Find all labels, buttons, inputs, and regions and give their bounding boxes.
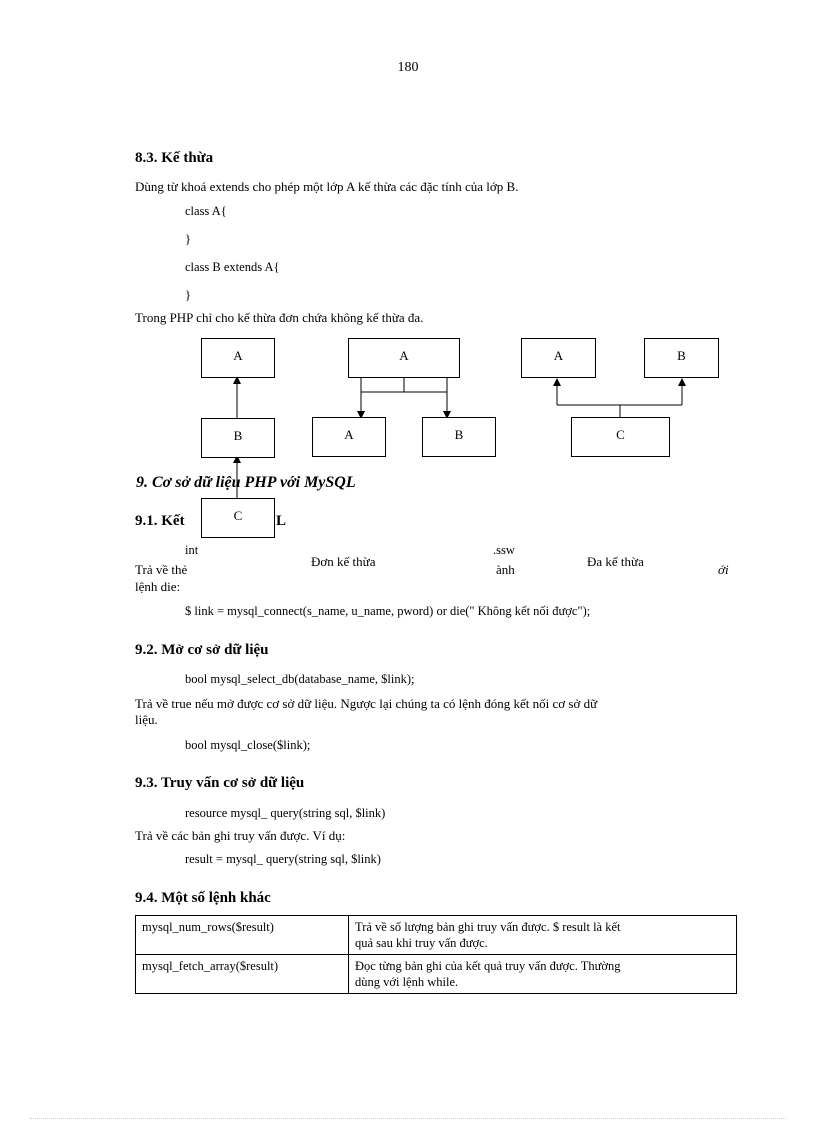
section-heading-9-1-start: 9.1. Kết (135, 513, 185, 529)
code-line: } (185, 232, 191, 246)
table-cell-command: mysql_fetch_array($result) (136, 955, 349, 994)
desc-line: Trả về số lượng bản ghi truy vấn được. $ result là kết (355, 920, 621, 934)
connect-code: $ link = mysql_connect(s_name, u_name, pword) or die(" Không kết nối được"); (185, 604, 591, 618)
select-db-code: bool mysql_select_db(database_name, $link); (185, 672, 415, 686)
php-inheritance-note: Trong PHP chỉ cho kế thừa đơn chứa không kế thừa đa. (135, 310, 424, 325)
table-cell-description (349, 955, 737, 994)
diagram-box-a: A (312, 417, 386, 457)
page-bottom-divider (30, 1118, 786, 1119)
code-line: class A{ (185, 204, 227, 218)
diagram-box-c: C (571, 417, 670, 457)
diagram-box-a: A (201, 338, 275, 378)
text-fragment: ành (496, 562, 515, 577)
table-cell-description (349, 916, 737, 955)
query-code: resource mysql_ query(string sql, $link) (185, 806, 386, 820)
desc-line: Đọc từng bản ghi của kết quả truy vấn được. Thường (355, 959, 621, 973)
table-row (136, 955, 737, 994)
query-desc: Trả về các bản ghi truy vấn được. Ví dụ: (135, 828, 346, 843)
select-db-desc-cont: liệu. (135, 712, 158, 727)
diagram-box-a: A (521, 338, 596, 378)
select-db-desc: Trả về true nếu mở được cơ sở dữ liệu. Ngược lại chúng ta có lệnh đóng kết nối cơ sở dữ (135, 696, 598, 711)
code-line: } (185, 288, 191, 302)
desc-line: dùng với lệnh while. (355, 975, 459, 989)
text-fragment: .ssw (493, 543, 515, 557)
inheritance-diagram (0, 0, 816, 560)
desc-line: quả sau khi truy vấn được. (355, 936, 488, 950)
caption-single-inheritance: Đơn kế thừa (311, 554, 376, 569)
section-heading-9-2: 9.2. Mở cơ sở dữ liệu (135, 642, 269, 658)
diagram-box-b: B (644, 338, 719, 378)
section-heading-9: 9. Cơ sở dữ liệu PHP với MySQL (136, 474, 356, 491)
text-fragment: Trả về thẻ (135, 562, 188, 577)
commands-table (135, 915, 737, 994)
diagram-box-a: A (348, 338, 460, 378)
table-row (136, 916, 737, 955)
caption-multiple-inheritance: Đa kế thừa (587, 554, 644, 569)
diagram-box-b: B (201, 418, 275, 458)
code-line: class B extends A{ (185, 260, 280, 274)
page-number: 180 (397, 60, 419, 75)
section-heading-9-1-end: L (276, 513, 287, 529)
text-fragment: int (185, 543, 199, 557)
close-code: bool mysql_close($link); (185, 738, 311, 752)
table-cell-command: mysql_num_rows($result) (136, 916, 349, 955)
section-heading-9-4: 9.4. Một số lệnh khác (135, 890, 271, 906)
die-line: lệnh die: (135, 579, 181, 594)
diagram-box-c: C (201, 498, 275, 538)
inheritance-intro: Dùng từ khoá extends cho phép một lớp A kế thừa các đặc tính của lớp B. (135, 179, 519, 194)
text-fragment: ới (718, 562, 729, 577)
section-heading-8-3: 8.3. Kế thừa (135, 150, 214, 166)
diagram-box-b: B (422, 417, 496, 457)
section-heading-9-3: 9.3. Truy vấn cơ sở dữ liệu (135, 775, 305, 791)
query-example: result = mysql_ query(string sql, $link) (185, 852, 381, 866)
